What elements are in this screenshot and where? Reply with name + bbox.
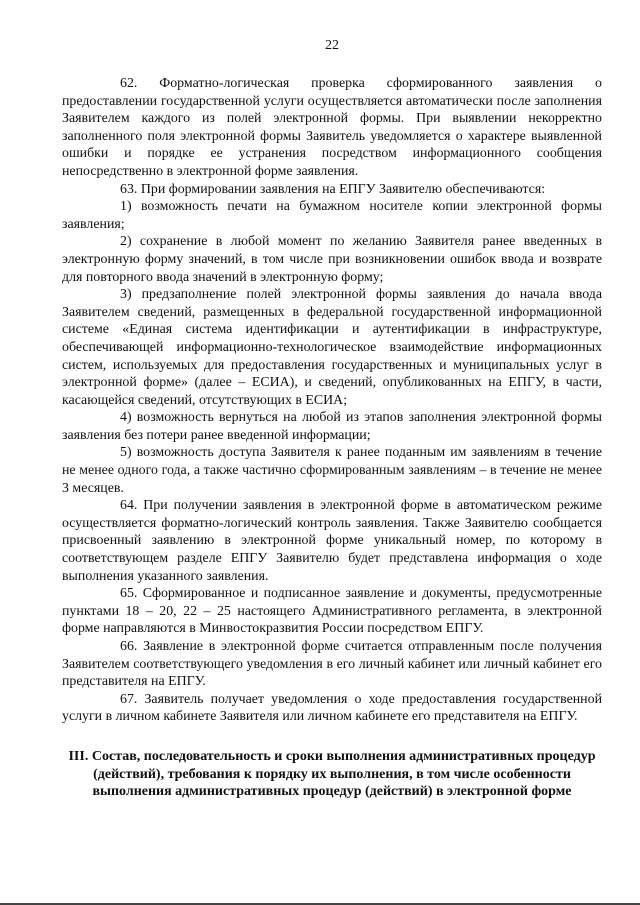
- list-item-4: 4) возможность вернуться на любой из этапов заполнения электронной формы заявления без потери ранее введенной информации;: [62, 410, 602, 443]
- paragraph-66: 66. Заявление в электронной форме считается отправленным после получения Заявителем соответствующего уведомления в его личный кабинет или личный кабинет его представителя на ЕПГУ.: [62, 639, 602, 690]
- list-item-3: 3) предзаполнение полей электронной формы заявления до начала ввода Заявителем сведений, размещенных в федеральной государственной информационной системе «Единая система идентификации и аутентификации в инфраструктуре, обеспечивающей информационно-технологическое взаимодействие информационных систем, используемых для предоставления государственных и муниципальных услуг в электронной форме» (далее – ЕСИА), и сведений, опубликованных на ЕПГУ, в части, касающейся сведений, отсутствующих в ЕСИА;: [62, 287, 602, 408]
- list-item-5: 5) возможность доступа Заявителя к ранее поданным им заявлениям в течение не менее одного года, а также частично сформированным заявлениям – в течение не менее 3 месяцев.: [62, 445, 602, 496]
- list-item-1: 1) возможность печати на бумажном носителе копии электронной формы заявления;: [62, 199, 602, 232]
- paragraph-63: 63. При формировании заявления на ЕПГУ Заявителю обеспечиваются:: [120, 181, 546, 197]
- paragraph-65: 65. Сформированное и подписанное заявление и документы, предусмотренные пунктами 18 – 20, 22 – 25 настоящего Административного регламента, в электронной форме направляются в Минвостокразвития России посредством ЕПГУ.: [62, 586, 602, 637]
- page-number: 22: [325, 38, 339, 53]
- list-item-2: 2) сохранение в любой момент по желанию Заявителя ранее введенных в электронную форму значений, в том числе при возникновении ошибок ввода и возврате для повторного ввода значений в электронную форму;: [62, 234, 602, 285]
- paragraph-67: 67. Заявитель получает уведомления о ходе предоставления государственной услуги в личном кабинете Заявителя или личном кабинете его представителя на ЕПГУ.: [62, 691, 602, 725]
- paragraph-62: 62. Форматно-логическая проверка сформированного заявления о предоставлении государственной услуги осуществляется автоматически после заполнения Заявителем каждого из полей электронной формы. При выявлении некорректно заполненного поля электронной формы Заявитель уведомляется о характере выявленной ошибки и порядке ее устранения посредством информационного сообщения непосредственно в электронной форме заявления.: [62, 76, 602, 179]
- section-heading: III. Состав, последовательность и сроки выполнения административных процедур (действий), требования к порядку их выполнения, в том числе особенности выполнения административных процедур (действий) в электронной форме: [68, 748, 596, 800]
- paragraph-64: 64. При получении заявления в электронной форме в автоматическом режиме осуществляется форматно-логический контроль заявления. Также Заявителю сообщается присвоенный заявлению в электронной форме уникальный номер, по которому в соответствующем разделе ЕПГУ Заявителю будет представлена информация о ходе выполнения указанного заявления.: [62, 498, 602, 584]
